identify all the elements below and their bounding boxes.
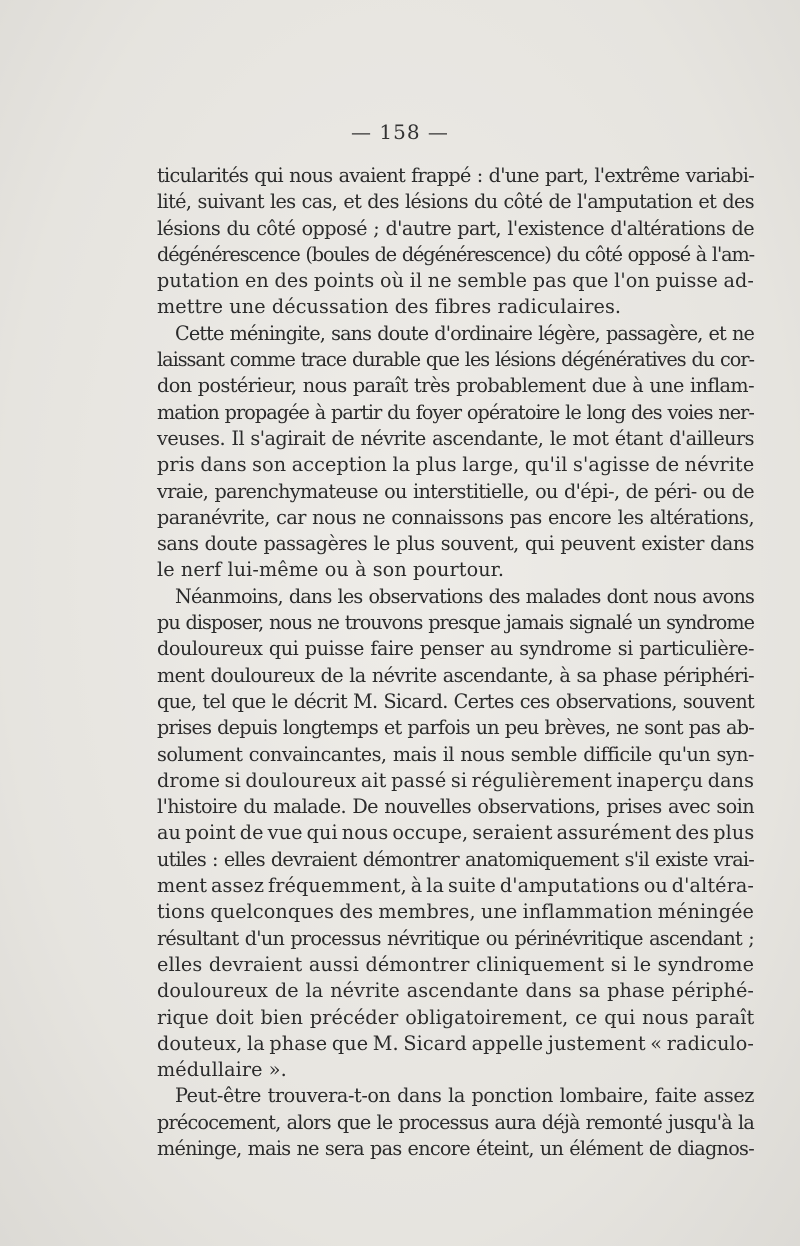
text-line: pris dans son acception la plus large, qu'il s'agisse de névrite [157, 453, 755, 477]
text-line: l'histoire du malade. De nouvelles observations, prises avec soin [157, 795, 754, 819]
text-line: ment assez fréquemment, à la suite d'amputations ou d'altéra- [157, 874, 754, 898]
text-line: résultant d'un processus névritique ou périnévritique ascendant ; [157, 926, 754, 950]
text-line: Néanmoins, dans les observations des malades dont nous avons [175, 584, 754, 608]
text-line: drome si douloureux ait passé si régulièrement inaperçu dans [157, 768, 755, 792]
text-line: précocement, alors que le processus aura déjà remonté jusqu'à la [157, 1110, 754, 1134]
text-line: mettre une décussation des fibres radiculaires. [157, 295, 622, 319]
text-line: pu disposer, nous ne trouvons presque jamais signalé un syndrome [157, 611, 754, 635]
text-line: douloureux qui puisse faire penser au syndrome si particulière- [157, 637, 754, 661]
text-line: laissant comme trace durable que les lésions dégénératives du cor- [157, 348, 754, 372]
text-line: sans doute passagères le plus souvent, qui peuvent exister dans [157, 532, 754, 556]
paragraph-2 [157, 321, 754, 584]
text-line: Cette méningite, sans doute d'ordinaire légère, passagère, et ne [175, 321, 754, 345]
text-line: paranévrite, car nous ne connaissons pas encore les altérations, [157, 505, 754, 529]
text-line: douteux, la phase que M. Sicard appelle justement « radiculo- [157, 1031, 754, 1055]
page-number: — 158 — [351, 120, 449, 144]
text-line: putation en des points où il ne semble pas que l'on puisse ad- [157, 269, 755, 293]
text-line: veuses. Il s'agirait de névrite ascendante, le mot étant d'ailleurs [157, 426, 754, 450]
text-line: lésions du côté opposé ; d'autre part, l'existence d'altérations de [157, 216, 754, 240]
text-line: rique doit bien précéder obligatoirement, ce qui nous paraît [157, 1005, 755, 1029]
text-line: mation propagée à partir du foyer opératoire le long des voies ner- [157, 400, 754, 424]
text-line: ment douloureux de la névrite ascendante, à sa phase périphéri- [157, 663, 754, 687]
text-line: douloureux de la névrite ascendante dans sa phase périphé- [157, 979, 754, 1003]
text-line: utiles : elles devraient démontrer anatomiquement s'il existe vrai- [157, 847, 754, 871]
text-line: prises depuis longtemps et parfois un peu brèves, ne sont pas ab- [157, 716, 754, 740]
paragraph-3 [157, 584, 754, 1084]
text-line: le nerf lui-même ou à son pourtour. [157, 558, 505, 582]
text-line: lité, suivant les cas, et des lésions du côté de l'amputation et des [157, 190, 754, 214]
paragraph-1 [157, 163, 754, 321]
body-text [157, 163, 754, 1162]
text-line: tions quelconques des membres, une inflammation méningée [157, 900, 754, 924]
text-line: vraie, parenchymateuse ou interstitielle, ou d'épi-, de péri- ou de [157, 479, 754, 503]
text-line: que, tel que le décrit M. Sicard. Certes ces observations, souvent [157, 689, 754, 713]
text-line: don postérieur, nous paraît très probablement due à une inflam- [157, 374, 754, 398]
text-line: médullaire ». [157, 1058, 287, 1082]
text-line: elles devraient aussi démontrer cliniquement si le syndrome [157, 952, 755, 976]
paragraph-4 [157, 1083, 754, 1162]
text-line: méninge, mais ne sera pas encore éteint, un élément de diagnos- [157, 1136, 754, 1160]
text-line: Peut-être trouvera-t-on dans la ponction lombaire, faite assez [175, 1084, 754, 1108]
text-line: au point de vue qui nous occupe, seraient assurément des plus [157, 821, 755, 845]
text-line: ticularités qui nous avaient frappé : d'une part, l'extrême variabi- [157, 164, 754, 187]
text-line: dégénérescence (boules de dégénérescence) du côté opposé à l'am- [157, 242, 754, 266]
text-line: solument convaincantes, mais il nous semble difficile qu'un syn- [157, 742, 754, 766]
